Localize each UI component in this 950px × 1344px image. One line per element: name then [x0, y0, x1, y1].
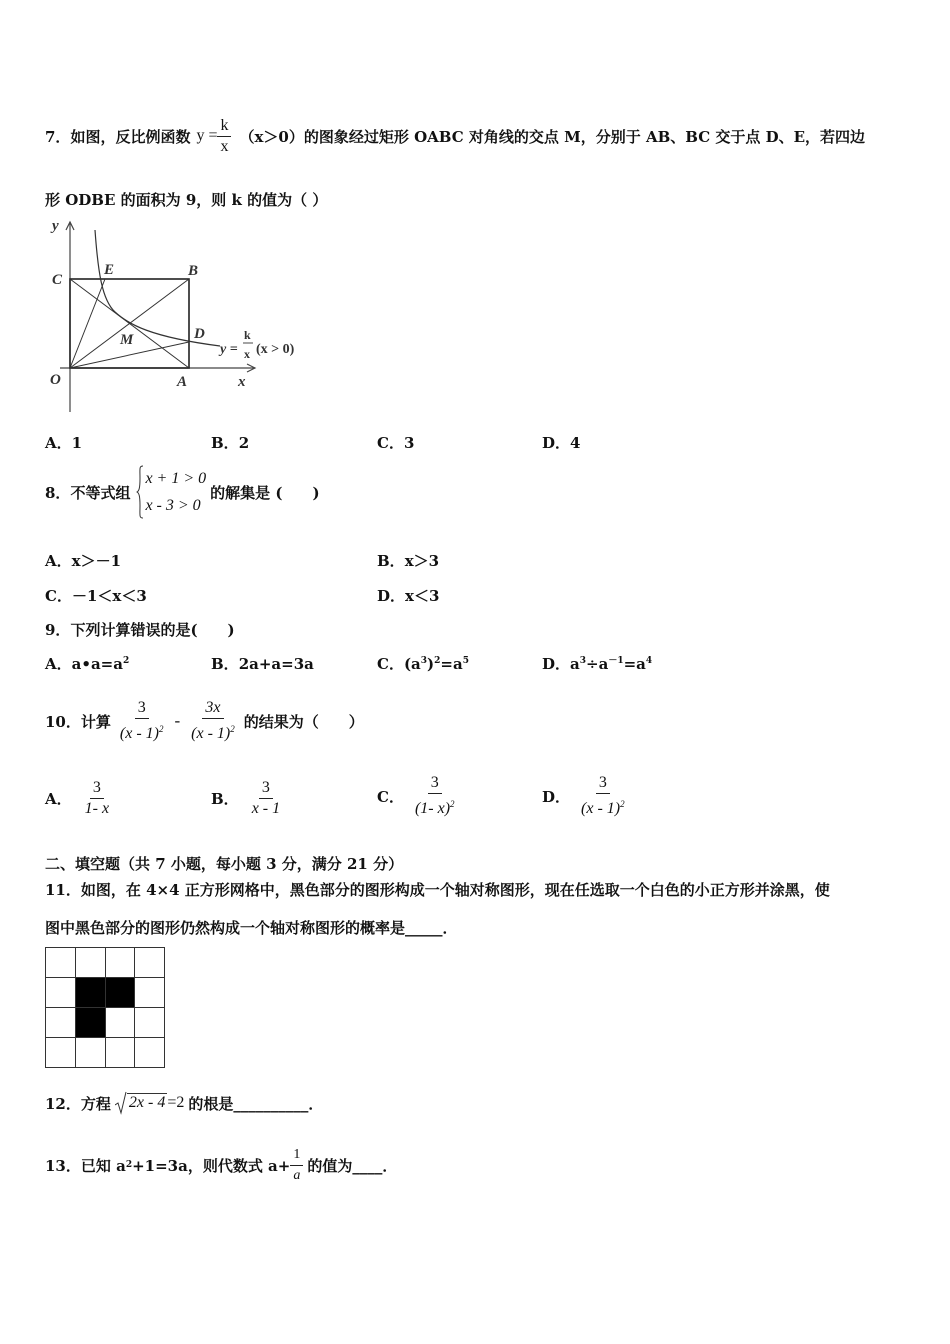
- q7-func-y: y =: [196, 127, 218, 144]
- q10-option-a: A． $\frac{3}{1- x}$: [45, 778, 110, 817]
- curve-label-y: y =: [220, 342, 238, 357]
- q11-line1: 11．如图，在 4×4 正方形网格中，黑色部分的图形构成一个轴对称图形，现在任选取一个白色的小正方形并涂黑，使: [45, 881, 830, 899]
- q8-inequality-system: [136, 465, 206, 519]
- q11-line2: 图中黑色部分的图形仍然构成一个轴对称图形的概率是_____．: [45, 919, 458, 937]
- q8-option-c: C．－1＜x＜3: [45, 587, 147, 605]
- section-heading: 二、填空题（共 7 小题，每小题 3 分，满分 21 分）: [45, 855, 404, 873]
- label-y: y: [52, 218, 59, 234]
- q9-option-d: D．$a^3\div a^{-1}=a^4$: [542, 655, 653, 673]
- q7-option-d: D．4: [542, 434, 581, 452]
- q7-option-b: B．2: [211, 434, 250, 452]
- q10-text-a: 计算: [80, 712, 111, 731]
- q13-line: 13． 已知 a 2 +1=3a，则代数式 a+ $\frac{1}{a}$ 的值为____．: [45, 1146, 398, 1183]
- q9-text: 下列计算错误的是( ): [70, 621, 235, 639]
- q9-number: 9．: [45, 621, 71, 639]
- q11-grid-figure: [45, 947, 165, 1068]
- brace-icon: [136, 465, 144, 519]
- q10-line: [45, 686, 364, 756]
- curve-label-den: x: [244, 347, 250, 361]
- q7-line2: 形 ODBE 的面积为 9，则 k 的值为（ ）: [45, 191, 328, 209]
- q7-func-num: k: [217, 117, 231, 137]
- label-b: B: [188, 263, 199, 279]
- q8-option-d: D．x＜3: [377, 587, 440, 605]
- q9-option-c: C．$(a^3)^2=a^5$: [377, 655, 469, 673]
- q12-text-a: 方程: [80, 1094, 111, 1113]
- label-x: x: [238, 374, 246, 390]
- q7-line1: [45, 104, 865, 168]
- label-c: C: [52, 272, 63, 288]
- q13-fraction: $\frac{1}{a}$: [290, 1146, 303, 1185]
- curve-label-num: k: [244, 328, 251, 342]
- q8-line: [45, 462, 320, 522]
- q12-equals: =2: [167, 1094, 185, 1111]
- q8-text-b: 的解集是 ( ): [210, 483, 320, 502]
- q10-number: 10．: [45, 712, 81, 731]
- q8-ineq-1: x + 1 > 0: [145, 470, 207, 487]
- q9-line: [45, 619, 235, 640]
- q9-option-a: A．$a•a=a^2$: [45, 655, 130, 673]
- q10-fraction-1: $\frac{3}{(x - 1)^2}$: [119, 699, 164, 742]
- q12-number: 12．: [45, 1094, 81, 1113]
- label-e: E: [104, 262, 115, 278]
- q12-radical: 2x - 4: [115, 1091, 167, 1115]
- q10-option-d: D． $\frac{3}{(x - 1)^2}$: [542, 774, 625, 817]
- label-o: O: [50, 372, 61, 388]
- radical-sign-icon: [115, 1091, 127, 1115]
- q7-text-b: （x＞0）的图象经过矩形 OABC 对角线的交点 M，分别于 AB、BC 交于点 D、E，若四边: [239, 127, 866, 146]
- curve-label-cond: (x > 0): [256, 342, 295, 357]
- label-d: D: [194, 326, 205, 342]
- q8-option-b: B．x＞3: [377, 552, 440, 570]
- q7-option-a: A．1: [45, 434, 83, 452]
- q12-text-b: 的根是__________．: [188, 1094, 324, 1113]
- label-a: A: [177, 374, 188, 390]
- q10-option-c: C． $\frac{3}{(1- x)^2}$: [377, 774, 455, 817]
- label-m: M: [120, 332, 134, 348]
- q7-text-a: 如图，反比例函数: [70, 127, 191, 146]
- q10-fraction-2: $\frac{3x}{(x - 1)^2}$: [191, 699, 235, 742]
- q8-text-a: 不等式组: [70, 483, 131, 502]
- q10-option-b: B． $\frac{3}{x - 1}$: [211, 778, 281, 817]
- q9-option-b: B．2a+a=3a: [211, 655, 314, 673]
- q8-number: 8．: [45, 483, 71, 502]
- q8-ineq-2: x - 3 > 0: [145, 497, 201, 514]
- q10-minus: -: [174, 711, 181, 730]
- q7-func-den: x: [220, 137, 229, 155]
- q7-func-fraction: [217, 117, 231, 156]
- q7-figure: [40, 212, 320, 417]
- q7-number: 7．: [45, 127, 71, 146]
- q12-line: [45, 1085, 323, 1121]
- q10-text-b: 的结果为（ ）: [243, 712, 364, 731]
- q8-option-a: A．x＞－1: [45, 552, 122, 570]
- q7-option-c: C．3: [377, 434, 415, 452]
